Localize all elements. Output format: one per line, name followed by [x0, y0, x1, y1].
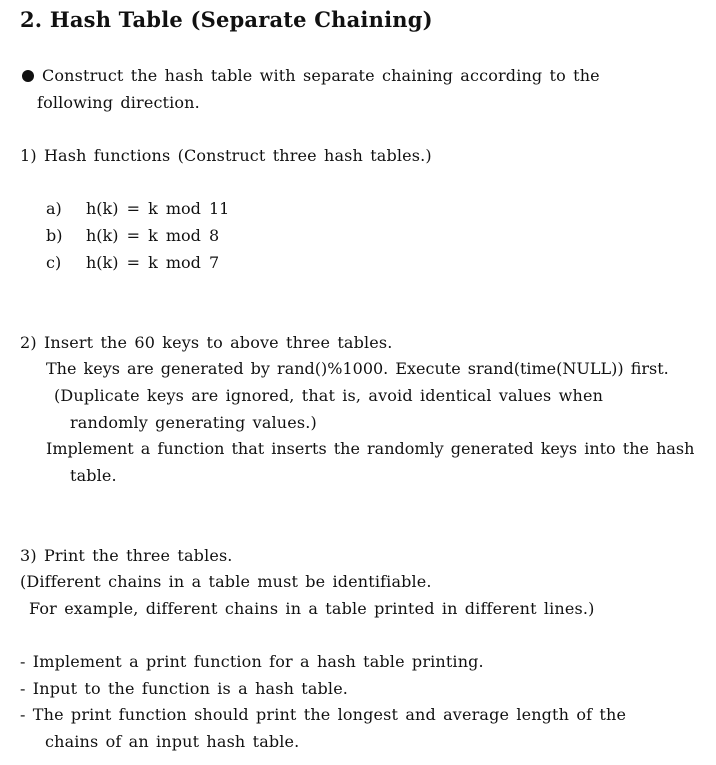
section2-heading: 2) Insert the 60 keys to above three tables. — [20, 333, 393, 352]
section3-requirement-3-line-1: - The print function should print the longest and average length of the — [20, 705, 627, 724]
section2-duplicate-line-1: (Duplicate keys are ignored, that is, avoid identical values when — [54, 386, 604, 405]
page-title: 2. Hash Table (Separate Chaining) — [20, 7, 433, 32]
hash-function-b — [46, 226, 286, 246]
section3-heading: 3) Print the three tables. — [20, 546, 233, 565]
hash-function-c-formula: h(k) = k mod 7 — [86, 253, 220, 272]
section3-requirement-2: - Input to the function is a hash table. — [20, 679, 349, 698]
section2-implement-line-1: Implement a function that inserts the randomly generated keys into the hash — [46, 439, 695, 458]
section3-note-line-2: For example, different chains in a table printed in different lines.) — [29, 599, 595, 618]
hash-function-b-formula: h(k) = k mod 8 — [86, 226, 220, 245]
section3-note-line-1: (Different chains in a table must be identifiable. — [20, 572, 432, 591]
section2-duplicate-line-2: randomly generating values.) — [70, 413, 317, 432]
bullet-icon — [22, 70, 34, 82]
hash-function-b-label: b) — [46, 226, 63, 245]
hash-function-a-label: a) — [46, 199, 62, 218]
section3-requirement-1: - Implement a print function for a hash table printing. — [20, 652, 484, 671]
section1-heading: 1) Hash functions (Construct three hash tables.) — [20, 146, 432, 165]
hash-function-c-label: c) — [46, 253, 62, 272]
hash-function-a — [46, 199, 286, 219]
hash-function-a-formula: h(k) = k mod 11 — [86, 199, 230, 218]
section2-keys-line: The keys are generated by rand()%1000. Execute srand(time(NULL)) first. — [46, 359, 669, 378]
intro-line-2: following direction. — [37, 93, 200, 112]
intro-line-1: Construct the hash table with separate chaining according to the — [42, 66, 600, 85]
hash-function-c — [46, 253, 286, 273]
section2-implement-line-2: table. — [70, 466, 117, 485]
section3-requirement-3-line-2: chains of an input hash table. — [45, 732, 300, 751]
